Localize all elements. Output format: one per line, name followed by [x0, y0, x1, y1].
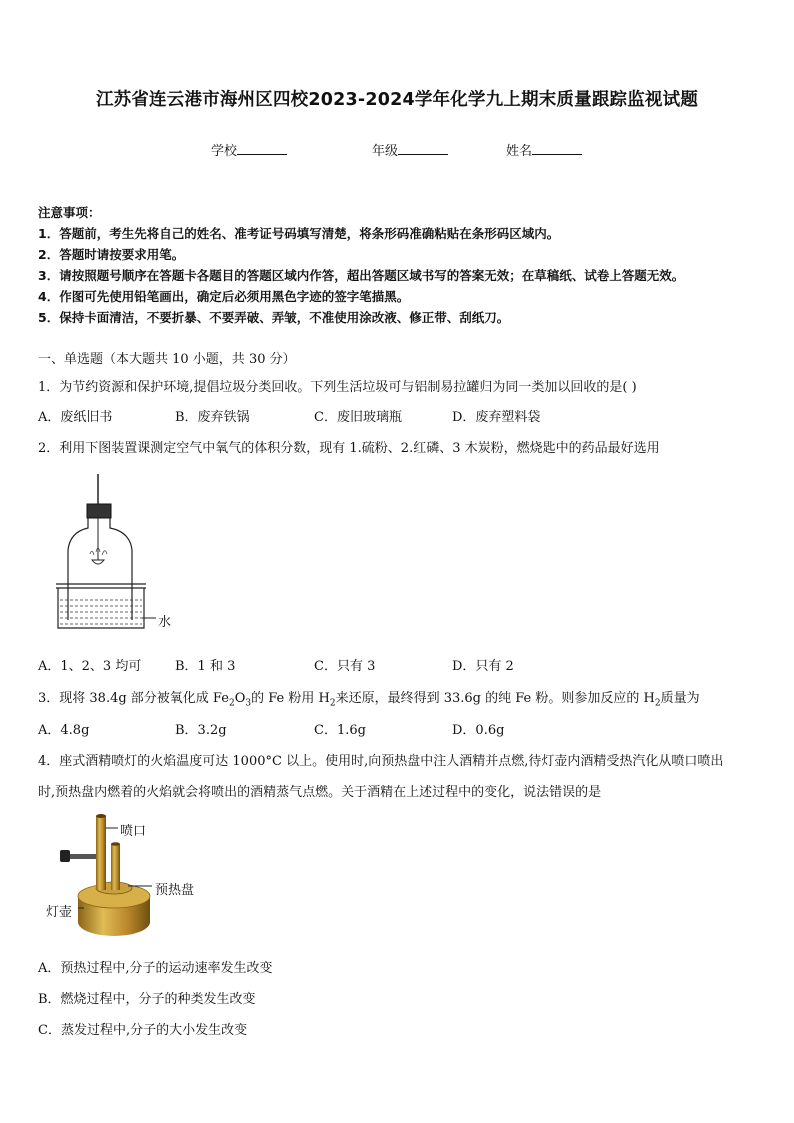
- grade-field[interactable]: [372, 140, 448, 159]
- grade-label: 年级: [372, 144, 399, 159]
- question-3-text: 3．现将 38.4g 部分被氧化成 $Fe_2O_3$的 Fe 粉用 $H_2$来还原，最终得到 33.6g 的纯 Fe 粉。则参加反应的 $H_2$质量为: [38, 691, 700, 709]
- note-item: 2．答题时请按要求用笔。: [38, 247, 185, 262]
- q4-option-c[interactable]: C．蒸发过程中,分子的大小发生改变: [38, 1023, 248, 1038]
- q4-option-a[interactable]: A．预热过程中,分子的运动速率发生改变: [38, 961, 273, 976]
- knob: [60, 850, 70, 862]
- q3-option-c[interactable]: C．1.6g: [314, 723, 366, 738]
- q3-option-a[interactable]: A．4.8g: [38, 723, 90, 738]
- q4-option-b[interactable]: B．燃烧过程中，分子的种类发生改变: [38, 992, 256, 1007]
- question-4-line-2: 时,预热盘内燃着的火焰就会将喷出的酒精蒸气点燃。关于酒精在上述过程中的变化，说法错误的是: [38, 785, 602, 800]
- grade-blank[interactable]: [398, 142, 448, 155]
- note-item: 4．作图可先使用铅笔画出，确定后必须用黑色字迹的签字笔描黑。: [38, 289, 410, 304]
- name-field[interactable]: [506, 140, 582, 159]
- note-item: 3．请按照题号顺序在答题卡各题目的答题区域内作答，超出答题区域书写的答案无效；在草稿纸、试卷上答题无效。: [38, 268, 685, 283]
- q2-option-c[interactable]: C．只有 3: [314, 659, 376, 674]
- q1-option-d[interactable]: D．废弃塑料袋: [452, 410, 541, 425]
- school-field[interactable]: [211, 140, 287, 159]
- water: [60, 600, 142, 624]
- section-heading: 一、单选题（本大题共 10 小题，共 30 分）: [38, 352, 296, 367]
- combustion-spoon: [92, 560, 104, 564]
- nozzle-tube: [96, 816, 106, 890]
- school-label: 学校: [211, 144, 238, 159]
- question-2-text: 2．利用下图装置课测定空气中氧气的体积分数，现有 1.硫粉、2.红磷、3 木炭粉，燃烧匙中的药品最好选用: [38, 441, 660, 456]
- note-item: 1．答题前，考生先将自己的姓名、准考证号码填写清楚，将条形码准确粘贴在条形码区域内。: [38, 226, 560, 241]
- q2-option-b[interactable]: B．1 和 3: [175, 659, 236, 674]
- question-4-line-1: 4．座式酒精喷灯的火焰温度可达 1000°C 以上。使用时,向预热盘中注人酒精并点燃,待灯壶内酒精受热汽化从喷口喷出: [38, 754, 724, 769]
- q1-option-b[interactable]: B．废弃铁锅: [175, 410, 250, 425]
- preheat-dish-label: 预热盘: [155, 883, 195, 898]
- question-1-text: 1．为节约资源和保护环境,提倡垃圾分类回收。下列生活垃圾可与铝制易拉罐归为同一类加以回收的是( ): [38, 380, 637, 395]
- short-tube: [111, 844, 120, 890]
- school-blank[interactable]: [237, 142, 287, 155]
- lamp-pot-label: 灯壶: [46, 905, 73, 920]
- stopper: [87, 504, 111, 518]
- q1-option-a[interactable]: A．废纸旧书: [38, 410, 113, 425]
- q1-option-c[interactable]: C．废旧玻璃瓶: [314, 410, 402, 425]
- name-blank[interactable]: [532, 142, 582, 155]
- q2-option-d[interactable]: D．只有 2: [452, 659, 514, 674]
- water-trough: [58, 588, 144, 628]
- bell-jar: [68, 518, 132, 620]
- water-label: 水: [158, 615, 172, 630]
- q3-option-d[interactable]: D．0.6g: [452, 723, 505, 738]
- q2-option-a[interactable]: A．1、2、3 均可: [38, 659, 142, 674]
- note-item: 5．保持卡面清洁，不要折暴、不要弄破、弄皱，不准使用涂改液、修正带、刮纸刀。: [38, 310, 510, 325]
- page-title: 江苏省连云港市海州区四校2023-2024学年化学九上期末质量跟踪监视试题: [95, 90, 699, 110]
- q3-option-b[interactable]: B．3.2g: [175, 723, 227, 738]
- notes-heading: 注意事项：: [38, 205, 101, 220]
- nozzle-label: 喷口: [120, 824, 147, 839]
- name-label: 姓名: [506, 144, 533, 159]
